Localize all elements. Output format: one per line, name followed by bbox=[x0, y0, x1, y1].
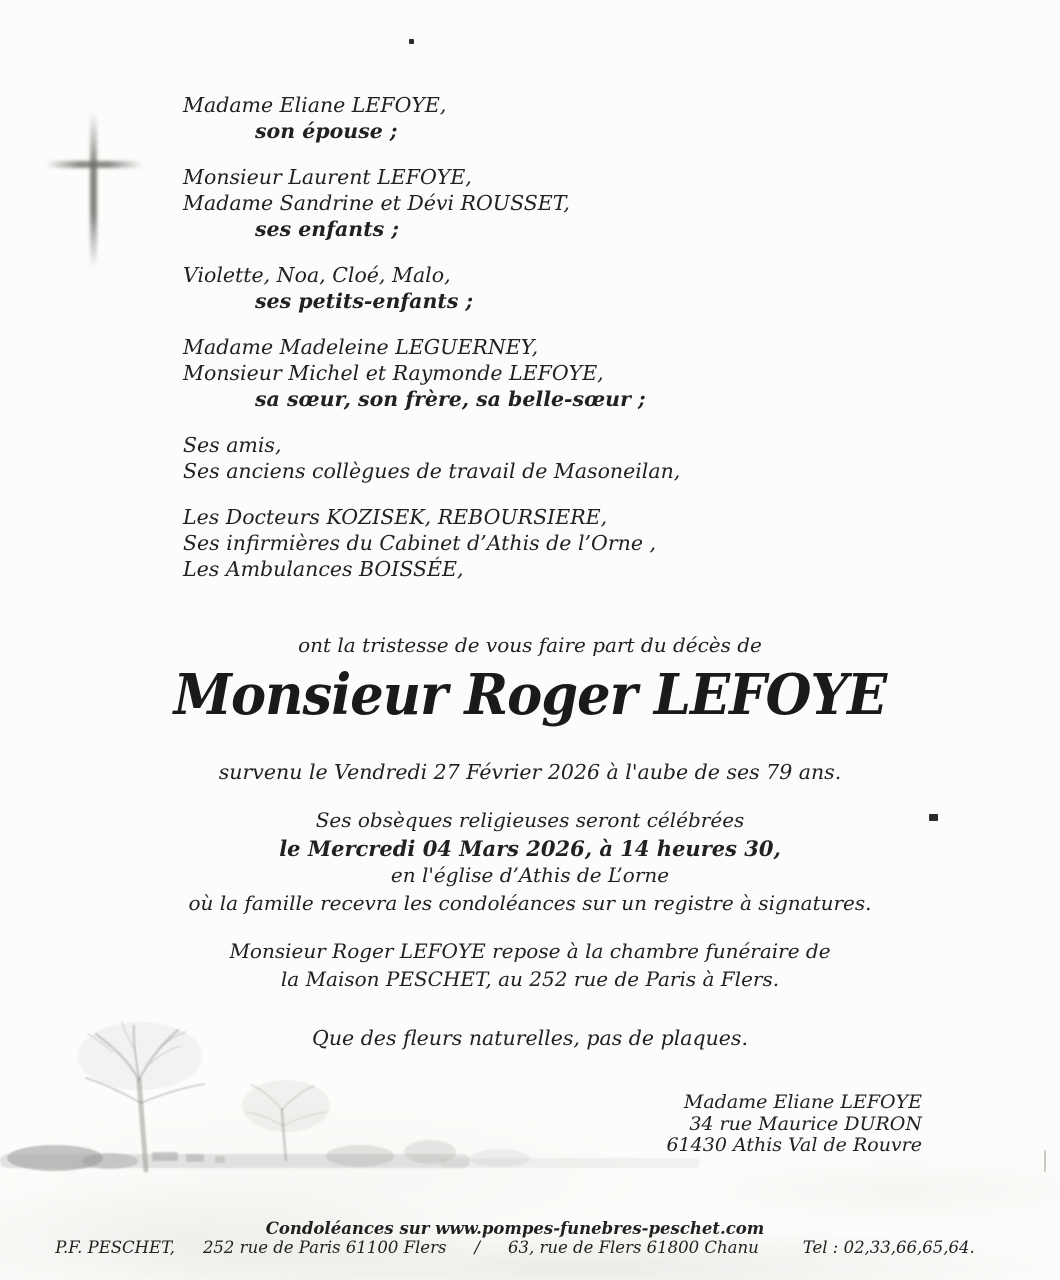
winter-landscape-illustration bbox=[0, 1008, 760, 1203]
family-relation: sa sœur, son frère, sa belle-sœur ; bbox=[255, 387, 646, 411]
family-list bbox=[183, 92, 743, 602]
family-line: Les Ambulances BOISSÉE, bbox=[183, 557, 464, 581]
footer-address-chanu: 63, rue de Flers 61800 Chanu bbox=[508, 1238, 759, 1257]
family-line: Ses amis, bbox=[183, 433, 282, 457]
funeral-home-address-line bbox=[0, 1238, 1030, 1257]
scan-speck bbox=[409, 39, 414, 44]
family-line: Ses anciens collègues de travail de Masoneilan, bbox=[183, 459, 681, 483]
funeral-home-footer bbox=[0, 1219, 1030, 1257]
family-line: Madame Sandrine et Dévi ROUSSET, bbox=[183, 191, 570, 215]
contact-street: 34 rue Maurice DURON bbox=[689, 1112, 922, 1135]
family-line: Monsieur Michel et Raymonde LEFOYE, bbox=[183, 361, 604, 385]
family-relation: ses petits-enfants ; bbox=[255, 289, 474, 313]
repose-line: Monsieur Roger LEFOYE repose à la chambre funéraire de bbox=[229, 939, 831, 963]
service-register-line: où la famille recevra les condoléances sur un registre à signatures. bbox=[188, 890, 872, 915]
footer-separator: / bbox=[474, 1238, 480, 1257]
family-block-siblings bbox=[183, 334, 743, 412]
cross-icon bbox=[43, 110, 147, 270]
service-church-line: en l'église d’Athis de L’orne bbox=[390, 863, 670, 887]
repose-block bbox=[0, 938, 1060, 993]
funeral-service-block bbox=[0, 807, 1060, 917]
family-line: Les Docteurs KOZISEK, REBOURSIERE, bbox=[183, 505, 608, 529]
family-line: Madame Madeleine LEGUERNEY, bbox=[183, 335, 539, 359]
deceased-name-title: Monsieur Roger LEFOYE bbox=[173, 662, 887, 728]
family-line: Monsieur Laurent LEFOYE, bbox=[183, 165, 472, 189]
footer-phone: Tel : 02,33,66,65,64. bbox=[802, 1238, 975, 1257]
family-line: Madame Eliane LEFOYE, bbox=[183, 93, 447, 117]
death-date-line: survenu le Vendredi 27 Février 2026 à l'aube de ses 79 ans. bbox=[218, 760, 842, 784]
family-line: Violette, Noa, Cloé, Malo, bbox=[183, 263, 451, 287]
family-block-medical bbox=[183, 504, 743, 582]
family-block-children bbox=[183, 164, 743, 242]
family-block-grandchildren bbox=[183, 262, 743, 314]
condolences-website-line: Condoléances sur www.pompes-funebres-peschet.com bbox=[265, 1219, 765, 1238]
family-line: Ses infirmières du Cabinet d’Athis de l’Orne , bbox=[183, 531, 656, 555]
family-block-spouse bbox=[183, 92, 743, 144]
footer-company: P.F. PESCHET, bbox=[55, 1238, 175, 1257]
scan-artifact-line bbox=[1044, 1150, 1046, 1172]
service-date-line: le Mercredi 04 Mars 2026, à 14 heures 30, bbox=[279, 835, 781, 861]
family-relation: son épouse ; bbox=[255, 119, 398, 143]
announcement-intro: ont la tristesse de vous faire part du décès de bbox=[298, 633, 762, 657]
family-block-friends bbox=[183, 432, 743, 484]
contact-name: Madame Eliane LEFOYE bbox=[683, 1091, 922, 1113]
repose-line: la Maison PESCHET, au 252 rue de Paris à Flers. bbox=[280, 966, 780, 991]
family-relation: ses enfants ; bbox=[255, 217, 399, 241]
footer-address-flers: 252 rue de Paris 61100 Flers bbox=[202, 1238, 447, 1257]
contact-city: 61430 Athis Val de Rouvre bbox=[666, 1134, 922, 1156]
scan-speck bbox=[929, 814, 938, 821]
service-line: Ses obsèques religieuses seront célébrées bbox=[315, 808, 745, 832]
flowers-request-line: Que des fleurs naturelles, pas de plaques. bbox=[312, 1026, 748, 1050]
